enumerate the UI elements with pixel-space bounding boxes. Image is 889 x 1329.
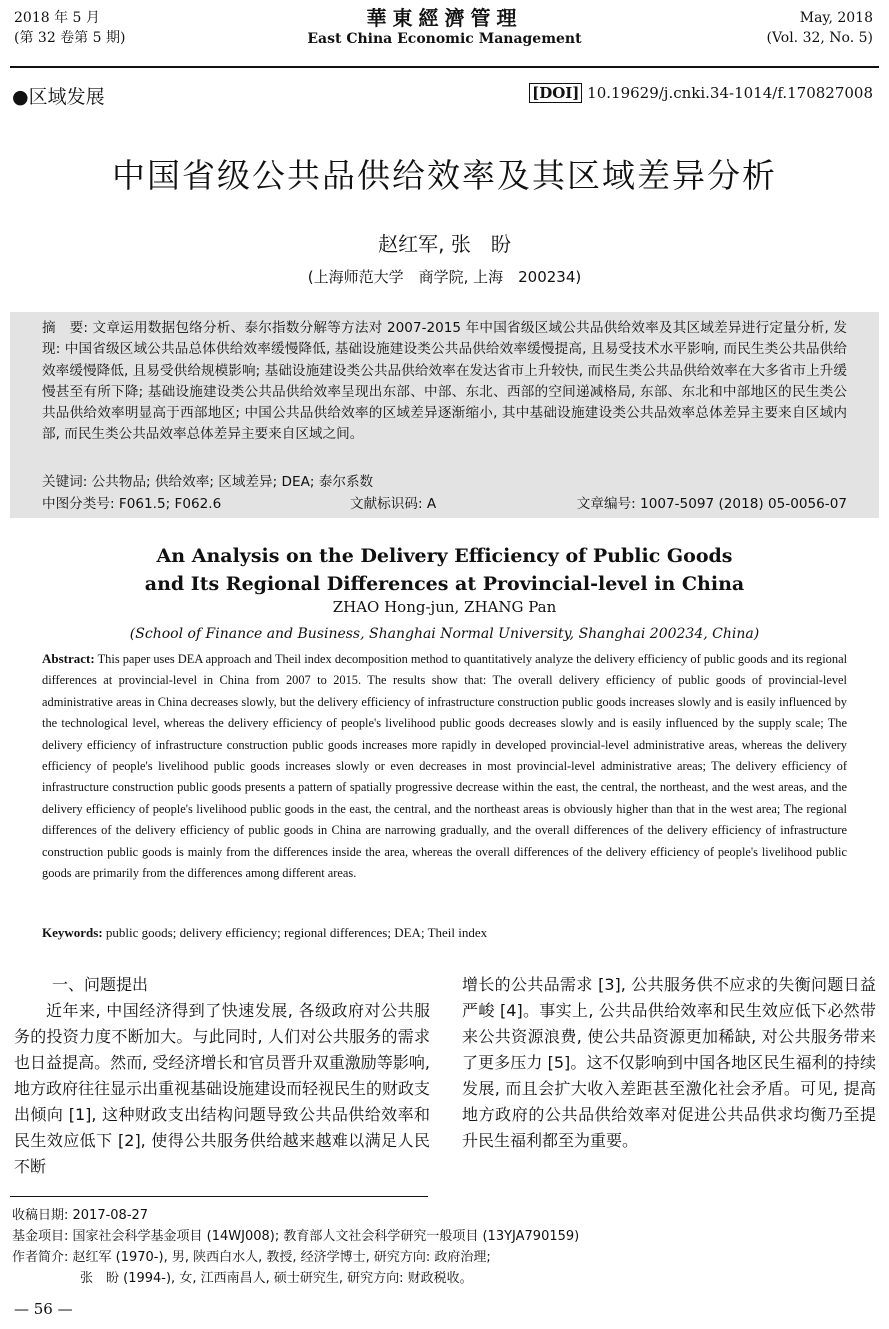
doi-tag: [DOI] bbox=[529, 83, 582, 103]
affiliation-en: (School of Finance and Business, Shanghai Normal University, Shanghai 200234, China) bbox=[129, 626, 760, 642]
body-paragraph-1: 近年来, 中国经济得到了快速发展, 各级政府对公共服务的投资力度不断加大。与此同时, 人们对公共服务的需求也日益提高。然而, 受经济增长和官员晋升双重激励等影响, 地方政府往往显示出重视基础设施建设而轻视民生的财政支出倾向 [1], 这种财政支出结构问题导致公共品供给效率和民生效应低下 [2], 使得公共服务供给越来越难以满足人民不断 bbox=[14, 1001, 431, 1176]
abstract-en bbox=[42, 648, 847, 884]
doi-value: 10.19629/j.cnki.34-1014/f.170827008 bbox=[587, 84, 873, 102]
article-number: 文章编号: 1007-5097 (2018) 05-0056-07 bbox=[576, 496, 847, 512]
authors-cn: 赵红军, 张 盼 bbox=[378, 232, 511, 256]
paper-title-en-line1: An Analysis on the Delivery Efficiency of Public Goods bbox=[156, 545, 733, 567]
issue-month: 2018 年 5 月 bbox=[14, 10, 100, 26]
fund-info: 基金项目: 国家社会科学基金项目 (14WJ008); 教育部人文社会科学研究一般项目 (13YJA790159) bbox=[12, 1229, 580, 1244]
keywords-cn: 关键词: 公共物品; 供给效率; 区域差异; DEA; 泰尔系数 bbox=[42, 474, 374, 490]
affiliation-cn: (上海师范大学 商学院, 上海 200234) bbox=[307, 268, 582, 286]
issue-volume-en: (Vol. 32, No. 5) bbox=[766, 30, 873, 46]
page-number: — 56 — bbox=[14, 1300, 73, 1318]
body-column-left bbox=[14, 972, 430, 1180]
author-bio-2: 张 盼 (1994-), 女, 江西南昌人, 硕士研究生, 研究方向: 财政税收。 bbox=[80, 1271, 473, 1286]
document-code: 文献标识码: A bbox=[350, 496, 437, 512]
footnotes bbox=[12, 1205, 579, 1289]
footnote-rule bbox=[10, 1196, 428, 1197]
paper-title-en bbox=[0, 542, 889, 598]
journal-name-cn: 華東經濟管理 bbox=[366, 6, 523, 30]
abstract-en-label: Abstract: bbox=[42, 651, 95, 666]
section-heading: 一、问题提出 bbox=[52, 975, 149, 994]
authors-en: ZHAO Hong-jun, ZHANG Pan bbox=[332, 598, 557, 616]
keywords-en bbox=[42, 925, 487, 941]
body-paragraph-2: 增长的公共品需求 [3], 公共服务供不应求的失衡问题日益严峻 [4]。事实上, 公共品供给效率和民生效应低下必然带来公共资源浪费, 使公共品资源更加稀缺, 对公共服务带来了更多压力 [5]。这不仅影响到中国各地区民生福利的持续发展, 而且会扩大收入差距甚至激化社会矛盾。可见, 提高地方政府的公共品供给效率对促进公共品供求均衡乃至提升民生福利都至为重要。 bbox=[462, 975, 876, 1150]
issue-month-en: May, 2018 bbox=[799, 10, 873, 26]
body-column-right bbox=[462, 972, 876, 1154]
journal-name-en: East China Economic Management bbox=[307, 31, 582, 47]
header-rule bbox=[10, 66, 879, 68]
clc-number: 中图分类号: F061.5; F062.6 bbox=[42, 496, 222, 512]
author-bio-1: 作者简介: 赵红军 (1970-), 男, 陕西白水人, 教授, 经济学博士, 研究方向: 政府治理; bbox=[12, 1250, 491, 1265]
section-label: ●区域发展 bbox=[12, 86, 105, 108]
paper-title-cn: 中国省级公共品供给效率及其区域差异分析 bbox=[112, 156, 777, 195]
paper-title-en-line2: and Its Regional Differences at Provincial-level in China bbox=[144, 573, 745, 595]
keywords-en-label: Keywords: bbox=[42, 925, 103, 940]
issue-date-header-en bbox=[766, 8, 873, 48]
keywords-en-text: public goods; delivery efficiency; regional differences; DEA; Theil index bbox=[105, 925, 488, 940]
doi bbox=[529, 84, 873, 102]
abstract-cn: 摘 要: 文章运用数据包络分析、泰尔指数分解等方法对 2007-2015 年中国省级区域公共品供给效率及其区域差异进行定量分析, 发现: 中国省级区域公共品总体供给效率缓慢降低, 基础设施建设类公共品供给效率缓慢提高, 且易受技术水平影响, 而民生类公共品供给效率缓慢降低, 且易受供给规模影响; 基础设施建设类公共品供给效率在发达省市上升较快, 而民生类公共品供给效率在大多省市上升缓慢甚至有所下降; 基础设施建设类公共品供给效率呈现出东部、中部、东北、西部的空间递减格局, 东部、东北和中部地区的民生类公共品供给效率明显高于西部地区; 中国公共品供给效率的区域差异逐渐缩小, 其中基础设施建设类公共品效率总体差异主要来自区域内部, 而民生类公共品效率总体差异主要来自区域之间。 bbox=[42, 320, 847, 443]
issue-volume: (第 32 卷第 5 期) bbox=[14, 30, 126, 46]
abstract-en-text: This paper uses DEA approach and Theil index decomposition method to quantitatively analyze the delivery efficiency of public goods and its regional differences at provincial-level in China from 2007 to 2015. The results show that: The overall delivery efficiency of public goods of provincial-level administrative areas in China decreases slowly, but the delivery efficiency of infrastructure construction public goods increases slowly and is easily influenced by the technological level, whereas the delivery efficiency of people's livelihood public goods decreases slowly and is easily influenced by the supply scale; The delivery efficiency of infrastructure construction public goods increases more rapidly in developed provincial-level administrative areas, whereas the delivery efficiency of people's livelihood public goods increases slowly or even decreases in most provincial-level administrative areas; The delivery efficiency of infrastructure construction public goods presents a pattern of spatially progressive decrease within the east, the central, the northeast, and the west areas, and the delivery efficiency of people's livelihood public goods in the east, the central, and the northeast areas is obviously higher than that in the west area; The regional differences of the delivery efficiency of public goods in China are narrowing gradually, and the overall differences of the delivery efficiency of infrastructure construction public goods is mainly from the differences inside the area, whereas the overall differences of the delivery efficiency of people's livelihood public goods are primarily from the differences among different areas. bbox=[42, 652, 848, 881]
received-date: 收稿日期: 2017-08-27 bbox=[12, 1208, 149, 1223]
journal-name-header bbox=[0, 6, 889, 48]
